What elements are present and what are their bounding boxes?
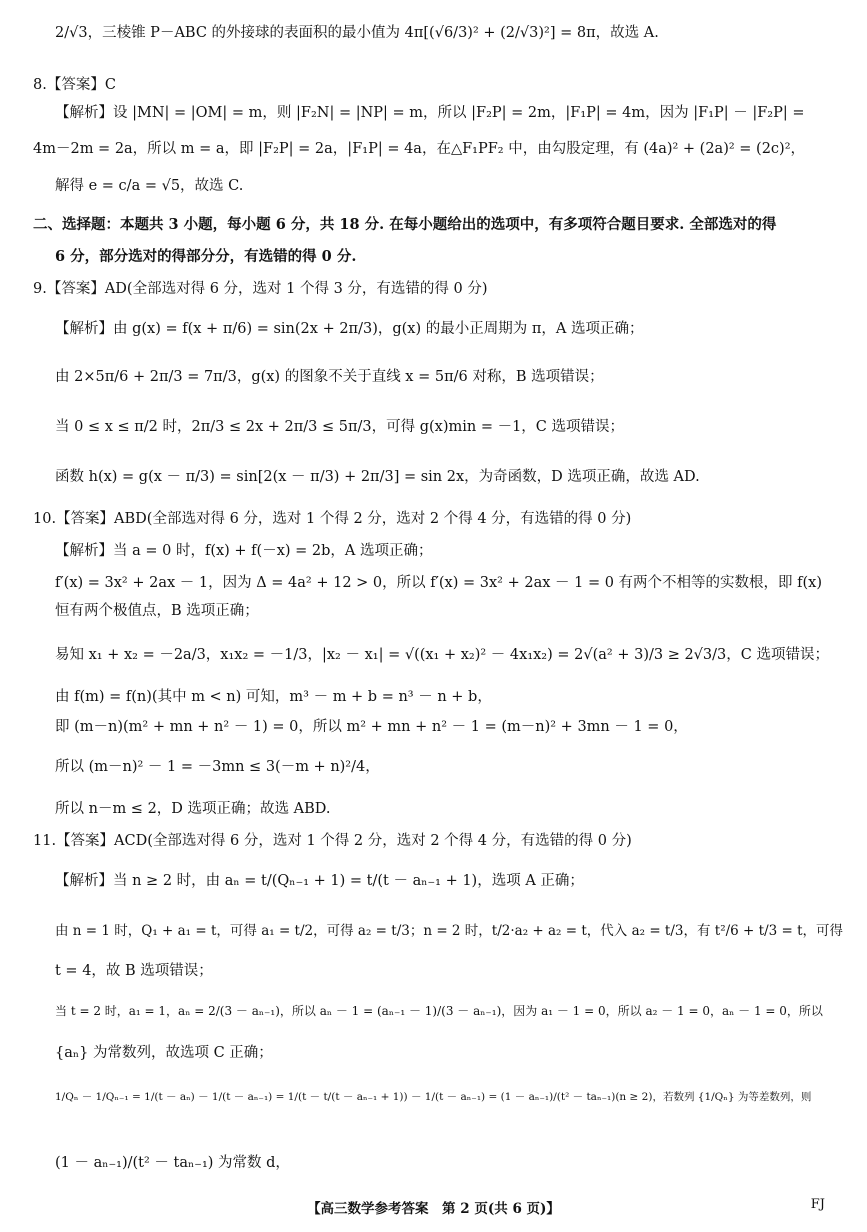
text-line-l21: 所以 n－m ≤ 2，D 选项正确；故选 ABD. xyxy=(55,801,331,817)
text-line-l13: 10.【答案】ABD(全部选对得 6 分，选对 1 个得 2 分，选对 2 个得 4 分，有选错的得 0 分) xyxy=(33,511,632,527)
text-line-l09: 【解析】由 g(x) = f(x + π/6) = sin(2x + 2π/3)，g(x) 的最小正周期为 π，A 选项正确； xyxy=(55,321,644,337)
text-line-l02: 8.【答案】C xyxy=(33,77,116,93)
page-footer: 【高三数学参考答案 第 2 页(共 6 页)】 xyxy=(307,1201,560,1217)
text-line-l10: 由 2×5π/6 + 2π/3 = 7π/3，g(x) 的图象不关于直线 x = 5π/6 对称，B 选项错误； xyxy=(55,369,604,385)
text-line-l17: 易知 x₁ + x₂ = －2a/3，x₁x₂ = －1/3，|x₂ － x₁| = √((x₁ + x₂)² － 4x₁x₂) = 2√(a² + 3)/3 ≥ 2√3/3，C 选项错误； xyxy=(55,647,829,663)
text-line-l08: 9.【答案】AD(全部选对得 6 分，选对 1 个得 3 分，有选错的得 0 分) xyxy=(33,281,488,297)
text-line-l06: 二、选择题：本题共 3 小题，每小题 6 分，共 18 分. 在每小题给出的选项中，有多项符合题目要求. 全部选对的得 xyxy=(33,216,777,233)
text-line-l22: 11.【答案】ACD(全部选对得 6 分，选对 1 个得 2 分，选对 2 个得 4 分，有选错的得 0 分) xyxy=(33,833,632,849)
text-line-l07: 6 分，部分选对的得部分分，有选错的得 0 分. xyxy=(55,248,357,265)
text-line-l20: 所以 (m－n)² － 1 = －3mn ≤ 3(－m + n)²/4， xyxy=(55,759,380,775)
text-line-l27: {aₙ} 为常数列，故选项 C 正确； xyxy=(55,1045,273,1061)
text-line-l26: 当 t = 2 时，a₁ = 1，aₙ = 2/(3 － aₙ₋₁)，所以 aₙ － 1 = (aₙ₋₁ － 1)/(3 － aₙ₋₁)，因为 a₁ － 1 = 0，所以 a₂ － 1 = 0，aₙ － 1 = 0，所以 xyxy=(55,1004,823,1018)
text-line-l11: 当 0 ≤ x ≤ π/2 时，2π/3 ≤ 2x + 2π/3 ≤ 5π/3，可得 g(x)min = －1，C 选项错误； xyxy=(55,419,625,435)
text-line-l28: 1/Qₙ － 1/Qₙ₋₁ = 1/(t － aₙ) － 1/(t － aₙ₋₁) = 1/(t － t/(t － aₙ₋₁ + 1)) － 1/(t － aₙ₋₁) = (1 － aₙ₋₁)/(t² － taₙ₋₁)(n ≥ 2)，若数列 {1/Qₙ} 为等差数列，则 xyxy=(55,1091,812,1103)
text-line-l18: 由 f(m) = f(n)(其中 m < n) 可知，m³ － m + b = n³ － n + b， xyxy=(55,689,492,705)
text-line-l19: 即 (m－n)(m² + mn + n² － 1) = 0，所以 m² + mn + n² － 1 = (m－n)² + 3mn － 1 = 0， xyxy=(55,719,688,735)
text-line-l12: 函数 h(x) = g(x － π/3) = sin[2(x － π/3) + 2π/3] = sin 2x，为奇函数，D 选项正确，故选 AD. xyxy=(55,469,700,485)
text-line-l24: 由 n = 1 时，Q₁ + a₁ = t，可得 a₁ = t/2，可得 a₂ = t/3；n = 2 时，t/2·a₂ + a₂ = t，代入 a₂ = t/3，有 t²/6 + t/3 = t，可得 xyxy=(55,923,844,939)
text-line-l16: 恒有两个极值点，B 选项正确； xyxy=(55,603,259,619)
text-line-l04: 4m－2m = 2a，所以 m = a，即 |F₂P| = 2a，|F₁P| = 4a，在△F₁PF₂ 中，由勾股定理，有 (4a)² + (2a)² = (2c)²， xyxy=(33,141,806,157)
text-line-l25: t = 4，故 B 选项错误； xyxy=(55,963,213,979)
text-line-l01: 2/√3，三棱锥 P－ABC 的外接球的表面积的最小值为 4π[(√6/3)² + (2/√3)²] = 8π，故选 A. xyxy=(55,25,659,41)
text-line-l03: 【解析】设 |MN| = |OM| = m，则 |F₂N| = |NP| = m，所以 |F₂P| = 2m，|F₁P| = 4m，因为 |F₁P| － |F₂P| = xyxy=(55,105,805,121)
text-line-l14: 【解析】当 a = 0 时，f(x) + f(－x) = 2b，A 选项正确； xyxy=(55,543,433,559)
footer-code: FJ xyxy=(810,1197,825,1212)
text-line-l15: f′(x) = 3x² + 2ax － 1，因为 Δ = 4a² + 12 > 0，所以 f′(x) = 3x² + 2ax － 1 = 0 有两个不相等的实数根，即 f(x) xyxy=(55,575,823,591)
text-line-l05: 解得 e = c/a = √5，故选 C. xyxy=(55,178,244,194)
text-line-l23: 【解析】当 n ≥ 2 时，由 aₙ = t/(Qₙ₋₁ + 1) = t/(t － aₙ₋₁ + 1)，选项 A 正确； xyxy=(55,873,584,889)
text-line-l29: (1 － aₙ₋₁)/(t² － taₙ₋₁) 为常数 d， xyxy=(55,1155,290,1171)
